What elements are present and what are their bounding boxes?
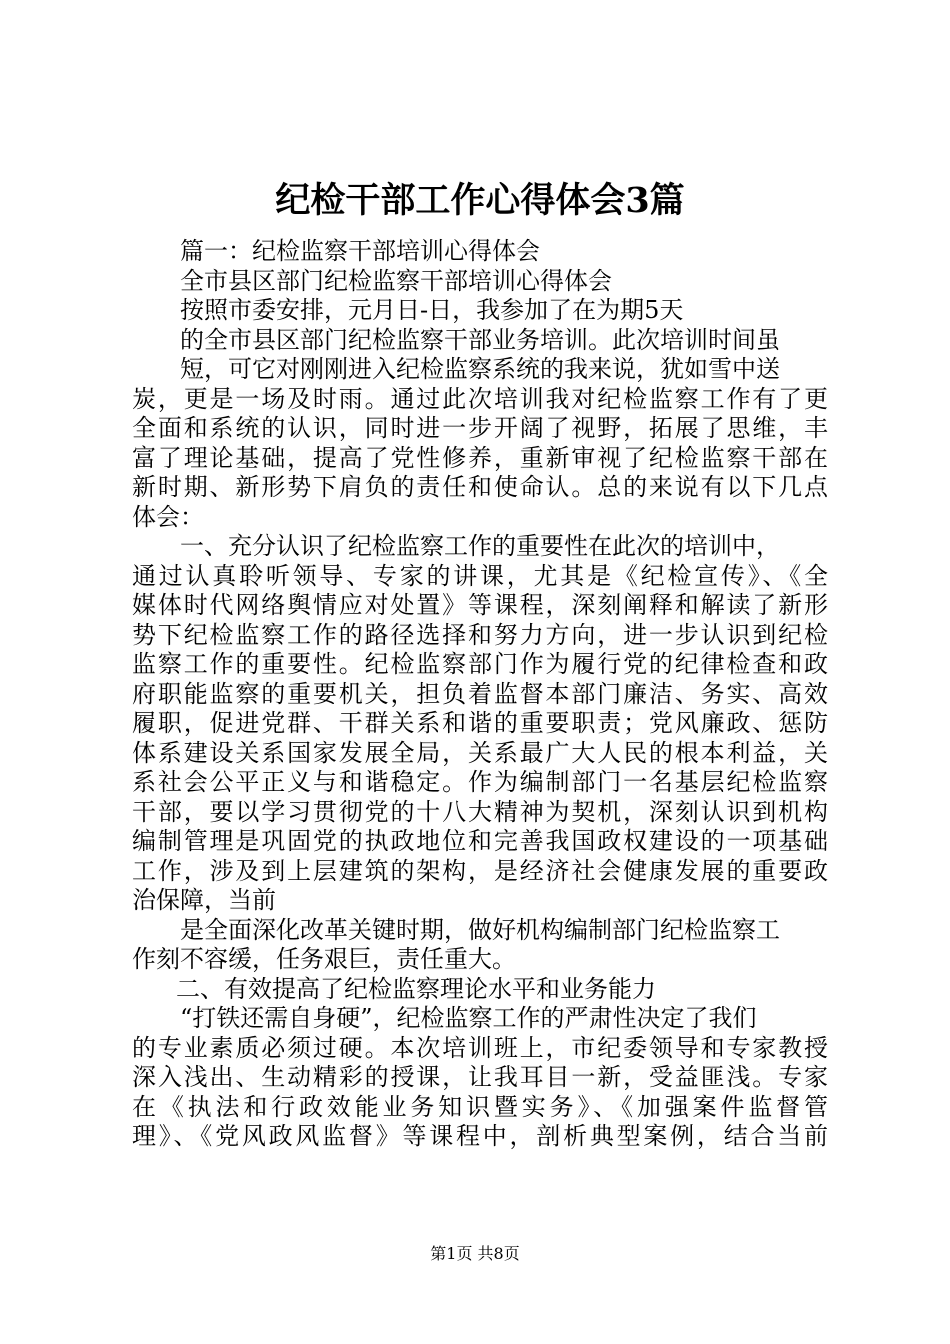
paragraph-line: 理》、《党风政风监督》等课程中，剖析典型案例，结合当前 [132, 1122, 828, 1150]
paragraph-line: 深入浅出、生动精彩的授课，让我耳目一新，受益匪浅。专家 [132, 1063, 828, 1091]
paragraph-line: 是全面深化改革关键时期，做好机构编制部门纪检监察工 [180, 915, 780, 944]
document-title: 纪检干部工作心得体会3篇 [275, 180, 685, 221]
paragraph-line: 履职，促进党群、干群关系和谐的重要职责；党风廉政、惩防 [132, 709, 828, 737]
paragraph-line: 媒体时代网络舆情应对处置》等课程，深刻阐释和解读了新形 [132, 591, 828, 619]
paragraph-line: 干部，要以学习贯彻党的十八大精神为契机，深刻认识到机构 [132, 797, 828, 826]
paragraph-line: “打铁还需自身硬”，纪检监察工作的严肃性决定了我们 [180, 1004, 757, 1032]
page-number-footer: 第1页 共8页 [430, 1244, 520, 1263]
paragraph-line: 府职能监察的重要机关，担负着监督本部门廉洁、务实、高效 [132, 679, 828, 708]
section-heading-line: 篇一：纪检监察干部培训心得体会 [180, 237, 540, 265]
document-page [132, 0, 828, 1344]
paragraph-line: 一、充分认识了纪检监察工作的重要性在此次的培训中， [180, 532, 780, 560]
paragraph-line: 势下纪检监察工作的路径选择和努力方向，进一步认识到纪检 [132, 620, 828, 649]
paragraph-line: 作刻不容缓，任务艰巨，责任重大。 [132, 945, 516, 973]
section-heading-line: 二、有效提高了纪检监察理论水平和业务能力 [176, 974, 656, 1003]
paragraph-line: 监察工作的重要性。纪检监察部门作为履行党的纪律检查和政 [132, 650, 828, 678]
paragraph-line: 体会： [132, 502, 204, 531]
paragraph-line: 炭，更是一场及时雨。通过此次培训我对纪检监察工作有了更 [132, 384, 828, 413]
paragraph-line: 的专业素质必须过硬。本次培训班上，市纪委领导和专家教授 [132, 1033, 828, 1062]
paragraph-line: 的全市县区部门纪检监察干部业务培训。此次培训时间虽 [180, 325, 780, 354]
paragraph-line: 按照市委安排，元月日-日，我参加了在为期5天 [180, 296, 684, 324]
paragraph-line: 系社会公平正义与和谐稳定。作为编制部门一名基层纪检监察 [132, 768, 828, 796]
paragraph-line: 通过认真聆听领导、专家的讲课，尤其是《纪检宣传》、《全 [132, 561, 828, 590]
paragraph-line: 全面和系统的认识，同时进一步开阔了视野，拓展了思维，丰 [132, 414, 828, 442]
paragraph-line: 编制管理是巩固党的执政地位和完善我国政权建设的一项基础 [132, 827, 828, 855]
paragraph-line: 工作，涉及到上层建筑的架构，是经济社会健康发展的重要政 [132, 856, 828, 885]
paragraph-line: 在《执法和行政效能业务知识暨实务》、《加强案件监督管 [132, 1092, 828, 1121]
paragraph-line: 短，可它对刚刚进入纪检监察系统的我来说，犹如雪中送 [180, 355, 780, 383]
paragraph-line: 新时期、新形势下肩负的责任和使命认。总的来说有以下几点 [132, 473, 828, 501]
document-body [132, 237, 828, 1152]
paragraph-line: 富了理论基础，提高了党性修养，重新审视了纪检监察干部在 [132, 443, 828, 472]
subtitle-line: 全市县区部门纪检监察干部培训心得体会 [180, 266, 612, 295]
paragraph-line: 治保障，当前 [132, 886, 276, 914]
paragraph-line: 体系建设关系国家发展全局，关系最广大人民的根本利益，关 [132, 738, 828, 767]
